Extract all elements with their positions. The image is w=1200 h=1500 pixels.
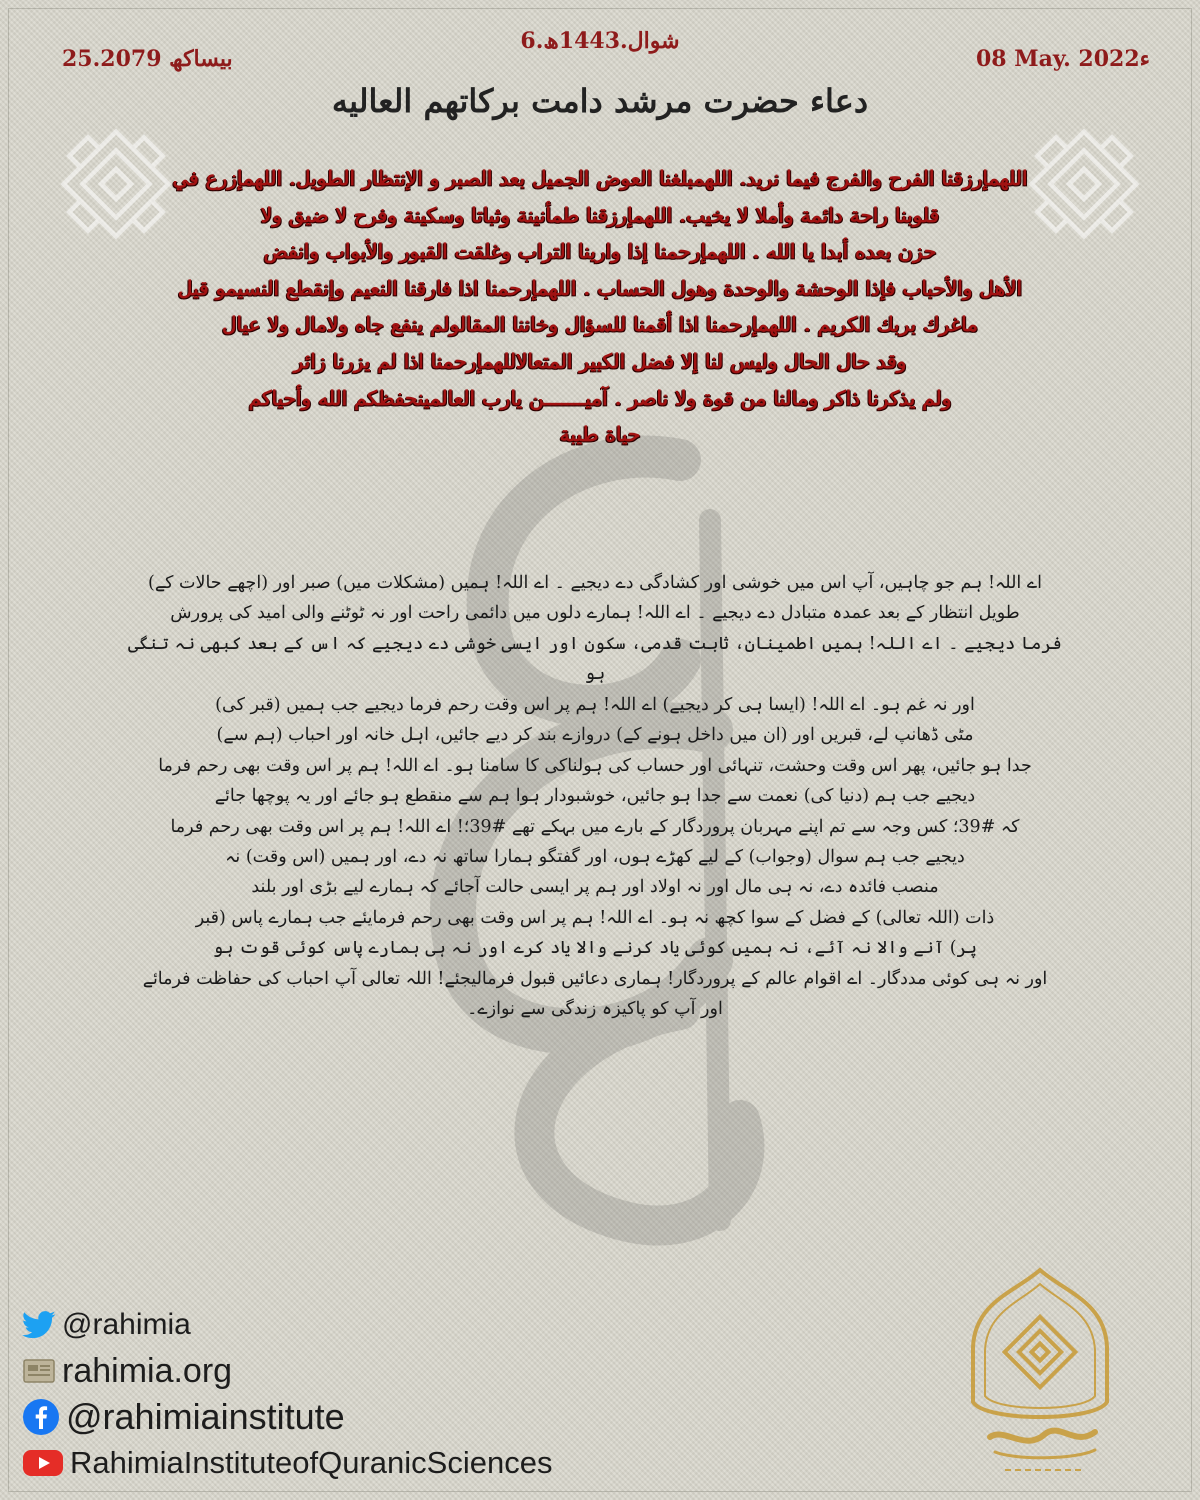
gregorian-date: 08 May. 2022ء [975,46,1150,72]
arabic-line: ولم يذكرنا ذاكر ومالنا من قوة ولا ناصر . آميـــــــن يارب العالمينحفظكم الله وأحياكم [248,385,952,410]
youtube-link[interactable] [22,1443,682,1483]
urdu-line: دیجیے جب ہم سوال (وجواب) کے لیے کھڑے ہوں، اور گفتگو ہمارا ساتھ نہ دے، اور ہمیں (اس وقت) نہ [225,846,965,867]
urdu-line: دیجیے جب ہم (دنیا کی) نعمت سے جدا ہو جائیں، خوشبودار ہوا ہم سے منقطع ہو جائے اور یہ پوچھا جائے [214,786,976,807]
arabic-line: حياة طيبة [559,422,641,447]
arabic-line: قلوبنا راحة دائمة وأملا لا يخيب. اللهمإرزقنا طمأنينة وثباتا وسكينة وفرح لا ضيق ولا [260,202,940,227]
urdu-line: جدا ہو جائیں، پھر اس وقت وحشت، تنہائی اور حساب کی ہولناکی کا سامنا ہو۔ اے اللہ! ہم پر اس وقت بھی رحم فرما [158,755,1032,776]
website-link[interactable] [22,1351,682,1391]
urdu-line: فرما دیجیے ۔ اے اللہ! ہمیں اطمینان، ثابت قدمی، سکون اور ایسی خوشی دے دیجیے کہ اس کے بعد کبھی نہ تنگی ہو [128,633,1062,685]
arabic-line: ماغرك بربك الكريم . اللهمإرحمنا اذا أقمنا للسؤال وخاننا المقالولم ينفع جاه ولامال ولا عيال [222,312,978,337]
bikrami-date: 25.بیساکھ 2079 [62,46,233,72]
twitter-link[interactable] [22,1305,682,1345]
urdu-line: کہ #39؛ کس وجہ سے تم اپنے مہربان پروردگار کے بارے میں بہکے تھے #39؛! اے اللہ! ہم پر اس وقت بھی رحم فرما [170,816,1020,837]
facebook-icon [22,1398,60,1436]
twitter-icon [22,1310,56,1340]
arabic-line: وقد حال الحال وليس لنا إلا فضل الكبير المتعالاللهمإرحمنا اذا لم يزرنا زائر [293,348,907,373]
urdu-line: مٹی ڈھانپ لے، قبریں اور (ان میں داخل ہونے کے) دروازے بند کر دیے جائیں، اہل خانہ اور احباب (ہم سے) [216,725,974,746]
urdu-translation [120,568,1070,1025]
urdu-line: منصب فائدہ دے، نہ ہی مال اور نہ اولاد اور ہم پر ایسی حالت آجائے کہ ہمارے لیے بڑی اور بلند [251,877,939,898]
youtube-channel: RahimiaInstituteofQuranicSciences [70,1445,553,1480]
arabic-line: حزن بعده أبدا يا الله . اللهمإرحمنا إذا وارينا التراب وغلقت القبور والأبواب وانفض [263,239,937,264]
urdu-line: پر) آنے والا نہ آئے، نہ ہمیں کوئی یاد کرنے والا یاد کرے اور نہ ہی ہمارے پاس کوئی قوت ہو [212,938,978,959]
urdu-line: اور آپ کو پاکیزہ زندگی سے نوازے۔ [467,999,723,1020]
arabic-line: اللهمإرزقنا الفرح والفرج فيما نريد. اللهمبلغنا العوض الجميل بعد الصبر و الإنتظار الطويل. اللهمإزرع في [172,166,1028,190]
facebook-handle: @rahimiainstitute [66,1396,345,1437]
arabic-line: الأهل والأحباب فإذا الوحشة والوحدة وهول الحساب . اللهمإرحمنا اذا فارقنا النعيم وإنقطع النسيمو قيل [177,275,1023,300]
urdu-line: اور نہ غم ہو۔ اے اللہ! (ایسا ہی کر دیجیے) اے اللہ! ہم پر اس وقت رحم فرما دیجیے جب ہمیں (قبر کی) [215,694,975,715]
website-url: rahimia.org [62,1351,233,1390]
facebook-link[interactable] [22,1397,682,1437]
arabic-dua [70,160,1130,453]
urdu-line: طویل انتظار کے بعد عمدہ متبادل دے دیجیے ۔ اے اللہ! ہمارے دلوں میں دائمی راحت اور نہ ٹوٹنے والی امید کی پرورش [170,603,1020,624]
page-title: دعاء حضرت مرشد دامت برکاتهم العاليه [331,82,869,120]
social-links [22,1305,682,1489]
urdu-line: اے اللہ! ہم جو چاہیں، آپ اس میں خوشی اور کشادگی دے دیجیے ۔ اے اللہ! ہمیں (مشکلات میں) صبر اور (اچھے حالات کے) [148,573,1042,593]
urdu-line: ذات (اللہ تعالی) کے فضل کے سوا کچھ نہ ہو۔ اے اللہ! ہم پر اس وقت بھی رحم فرمایئے جب ہمارے پاس (قبر [195,907,995,928]
urdu-line: اور نہ ہی کوئی مددگار۔ اے اقوام عالم کے پروردگار! ہماری دعائیں قبول فرمالیجئے! اللہ تعالی آپ احباب کی حفاظت فرمائے [142,968,1048,989]
rahimia-logo [935,1262,1145,1487]
hijri-date: 6.شوال.1443ھ [520,28,680,54]
youtube-icon [22,1448,64,1478]
web-icon [22,1357,56,1385]
twitter-handle: @rahimia [62,1308,191,1341]
